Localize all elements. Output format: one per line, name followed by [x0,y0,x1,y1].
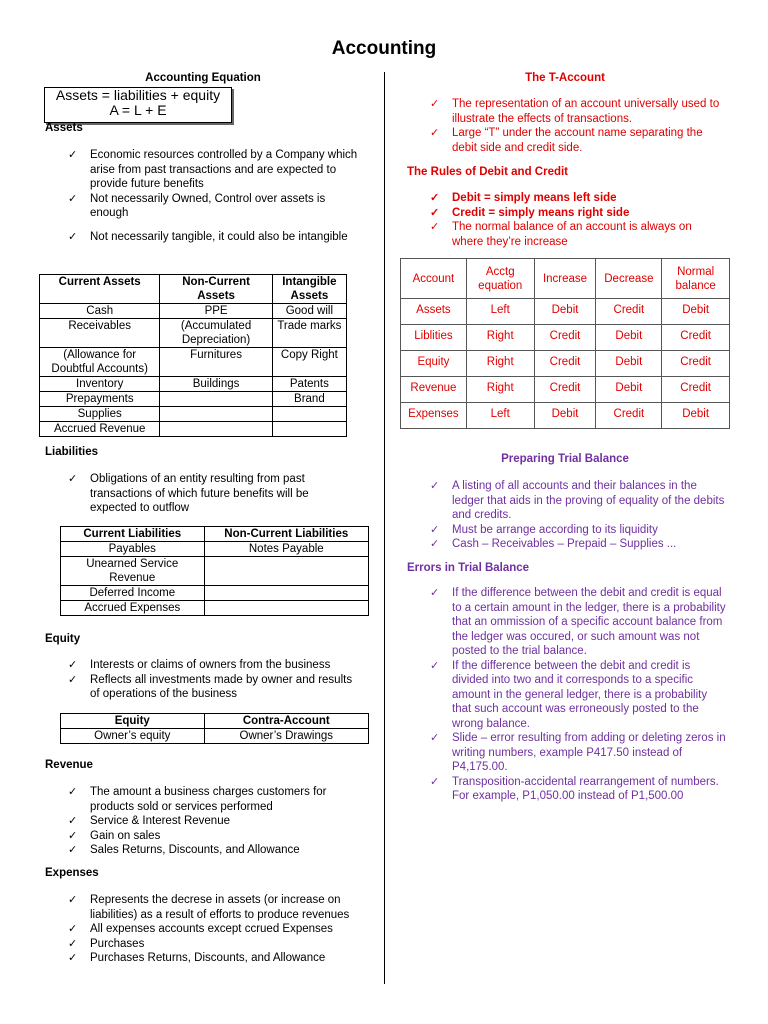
list-item: ✓ Purchases Returns, Discounts, and Allowance [68,951,363,966]
table-cell: Assets [401,299,467,325]
table-row [401,351,730,377]
table-cell: Right [466,351,534,377]
table-cell: Receivables [40,319,160,348]
table-cell [160,422,272,437]
table-cell: Left [466,299,534,325]
list-item: ✓ Must be arrange according to its liquidity [430,523,728,538]
assets-heading: Assets [45,122,83,134]
table-cell: Accrued Revenue [40,422,160,437]
table-header: Account [401,259,467,299]
table-row [401,325,730,351]
table-cell: Debit [596,351,662,377]
table-cell: Prepayments [40,392,160,407]
equity-bullets [68,658,363,702]
equation-line-1: Assets = liabilities + equity [55,87,221,103]
list-item: ✓ Transposition-accidental rearrangement of numbers. For example, P1,050.00 instead of P1,500.00 [430,775,728,804]
equity-heading: Equity [45,633,81,645]
debit-credit-rules-table [400,258,730,429]
list-item: ✓ All expenses accounts except ccrued Expenses [68,922,363,937]
list-item: ✓ Cash – Receivables – Prepaid – Supplies ... [430,537,728,552]
trial-balance-bullets [430,479,728,552]
equation-line-2: A = L + E [109,102,167,118]
table-cell: Equity [401,351,467,377]
list-item: ✓ Service & Interest Revenue [68,814,363,829]
table-cell: Owner’s Drawings [204,729,368,744]
list-item: ✓ If the difference between the debit and credit is equal to a certain amount in the ledger, there is a probability that an ommission of a specific account balance from the ledger was occured, or such amount was not posted to the trial balance. [430,586,728,659]
table-cell: Debit [662,403,730,429]
table-cell: Credit [662,351,730,377]
table-cell: Credit [662,377,730,403]
table-cell [272,422,346,437]
table-cell: Liblities [401,325,467,351]
table-header: Non-Current Liabilities [204,527,368,542]
liabilities-table [60,526,369,616]
table-row [40,422,347,437]
equation-box [44,87,232,123]
table-cell: Supplies [40,407,160,422]
table-header: Equity [61,714,205,729]
table-row [40,392,347,407]
errors-heading: Errors in Trial Balance [407,562,530,574]
list-item: ✓ Credit = simply means right side [430,206,726,221]
table-cell: (Accumulated Depreciation) [160,319,272,348]
table-cell: Credit [534,377,596,403]
list-item: ✓ Slide – error resulting from adding or deleting zeros in writing numbers, example P417.50 instead of P4,175.00. [430,731,728,775]
table-cell [160,407,272,422]
table-cell: Expenses [401,403,467,429]
equity-table [60,713,369,744]
table-cell: Unearned Service Revenue [61,557,205,586]
list-item: ✓ Not necessarily tangible, it could also be intangible [68,230,358,245]
table-cell: Copy Right [272,348,346,377]
list-item: ✓ Interests or claims of owners from the business [68,658,363,673]
table-header-row [61,714,369,729]
table-row [61,557,369,586]
table-cell: Right [466,377,534,403]
table-cell: Debit [662,299,730,325]
table-row [40,407,347,422]
table-cell: Patents [272,377,346,392]
table-row [40,304,347,319]
table-header: Intangible Assets [272,275,346,304]
column-divider [384,72,385,984]
assets-table [39,274,347,437]
table-cell: Brand [272,392,346,407]
table-cell: Left [466,403,534,429]
table-row [40,348,347,377]
equation-heading: Accounting Equation [145,72,261,84]
table-cell: Credit [662,325,730,351]
table-cell: Debit [534,299,596,325]
list-item: ✓ Sales Returns, Discounts, and Allowance [68,843,363,858]
table-row [401,299,730,325]
table-row [40,319,347,348]
list-item: ✓ Economic resources controlled by a Company which arise from past transactions and are expected to provide future benefits [68,148,358,192]
table-cell: Furnitures [160,348,272,377]
table-row [401,377,730,403]
expenses-bullets [68,893,363,966]
table-cell: Revenue [401,377,467,403]
table-header-row [61,527,369,542]
rules-heading: The Rules of Debit and Credit [407,166,569,178]
table-header: Current Assets [40,275,160,304]
table-row [401,403,730,429]
table-header: Current Liabilities [61,527,205,542]
revenue-bullets [68,785,363,858]
list-item: ✓ Purchases [68,937,363,952]
table-header-row [40,275,347,304]
table-cell: Credit [596,403,662,429]
liabilities-bullets [68,472,358,516]
table-cell: Inventory [40,377,160,392]
list-item: ✓ Obligations of an entity resulting from past transactions of which future benefits will be expected to outflow [68,472,358,516]
table-cell: Credit [534,351,596,377]
table-cell [204,601,368,616]
table-row [61,729,369,744]
taccount-heading: The T-Account [525,72,605,84]
table-header: Normal balance [662,259,730,299]
revenue-heading: Revenue [45,759,93,771]
table-header: Non-Current Assets [160,275,272,304]
table-cell: Buildings [160,377,272,392]
list-item: ✓ Represents the decrese in assets (or increase on liabilities) as a result of efforts to produce revenues [68,893,363,922]
table-row [61,601,369,616]
table-cell: PPE [160,304,272,319]
errors-bullets [430,586,728,804]
liabilities-heading: Liabilities [45,446,99,458]
table-cell: Owner’s equity [61,729,205,744]
expenses-heading: Expenses [45,867,99,879]
list-item: ✓ The amount a business charges customers for products sold or services performed [68,785,363,814]
table-header: Contra-Account [204,714,368,729]
assets-bullets [68,148,358,244]
table-row [40,377,347,392]
table-cell: Cash [40,304,160,319]
table-cell: Payables [61,542,205,557]
table-header: Increase [534,259,596,299]
table-cell: Debit [596,325,662,351]
table-header: Decrease [596,259,662,299]
list-item: ✓ A listing of all accounts and their balances in the ledger that aids in the proving of equality of the debits and credits. [430,479,728,523]
table-cell: (Allowance for Doubtful Accounts) [40,348,160,377]
rules-bullets [430,191,726,249]
table-row [61,586,369,601]
table-cell: Credit [534,325,596,351]
table-header-row [401,259,730,299]
table-row [61,542,369,557]
taccount-bullets [430,97,726,155]
trial-balance-heading: Preparing Trial Balance [501,453,629,465]
table-cell: Credit [596,299,662,325]
table-cell [204,557,368,586]
table-cell: Good will [272,304,346,319]
table-cell [204,586,368,601]
list-item: ✓ The normal balance of an account is always on where they’re increase [430,220,726,249]
table-cell: Right [466,325,534,351]
table-cell: Trade marks [272,319,346,348]
list-item: ✓ Debit = simply means left side [430,191,726,206]
table-cell: Deferred Income [61,586,205,601]
table-cell: Notes Payable [204,542,368,557]
list-item: ✓ Not necessarily Owned, Control over assets is enough [68,192,358,221]
list-item: ✓ Reflects all investments made by owner and results of operations of the business [68,673,363,702]
list-item: ✓ Gain on sales [68,829,363,844]
list-item: ✓ Large “T” under the account name separating the debit side and credit side. [430,126,726,155]
table-cell [160,392,272,407]
table-cell: Debit [596,377,662,403]
table-cell: Accrued Expenses [61,601,205,616]
list-item: ✓ If the difference between the debit and credit is divided into two and it corresponds to a specific amount in the general ledger, there is a probability that such account was erroneously posted to the wrong balance. [430,659,728,732]
table-cell: Debit [534,403,596,429]
table-cell [272,407,346,422]
table-header: Acctg equation [466,259,534,299]
list-item: ✓ The representation of an account universally used to illustrate the effects of transactions. [430,97,726,126]
page-title: Accounting [331,38,437,59]
